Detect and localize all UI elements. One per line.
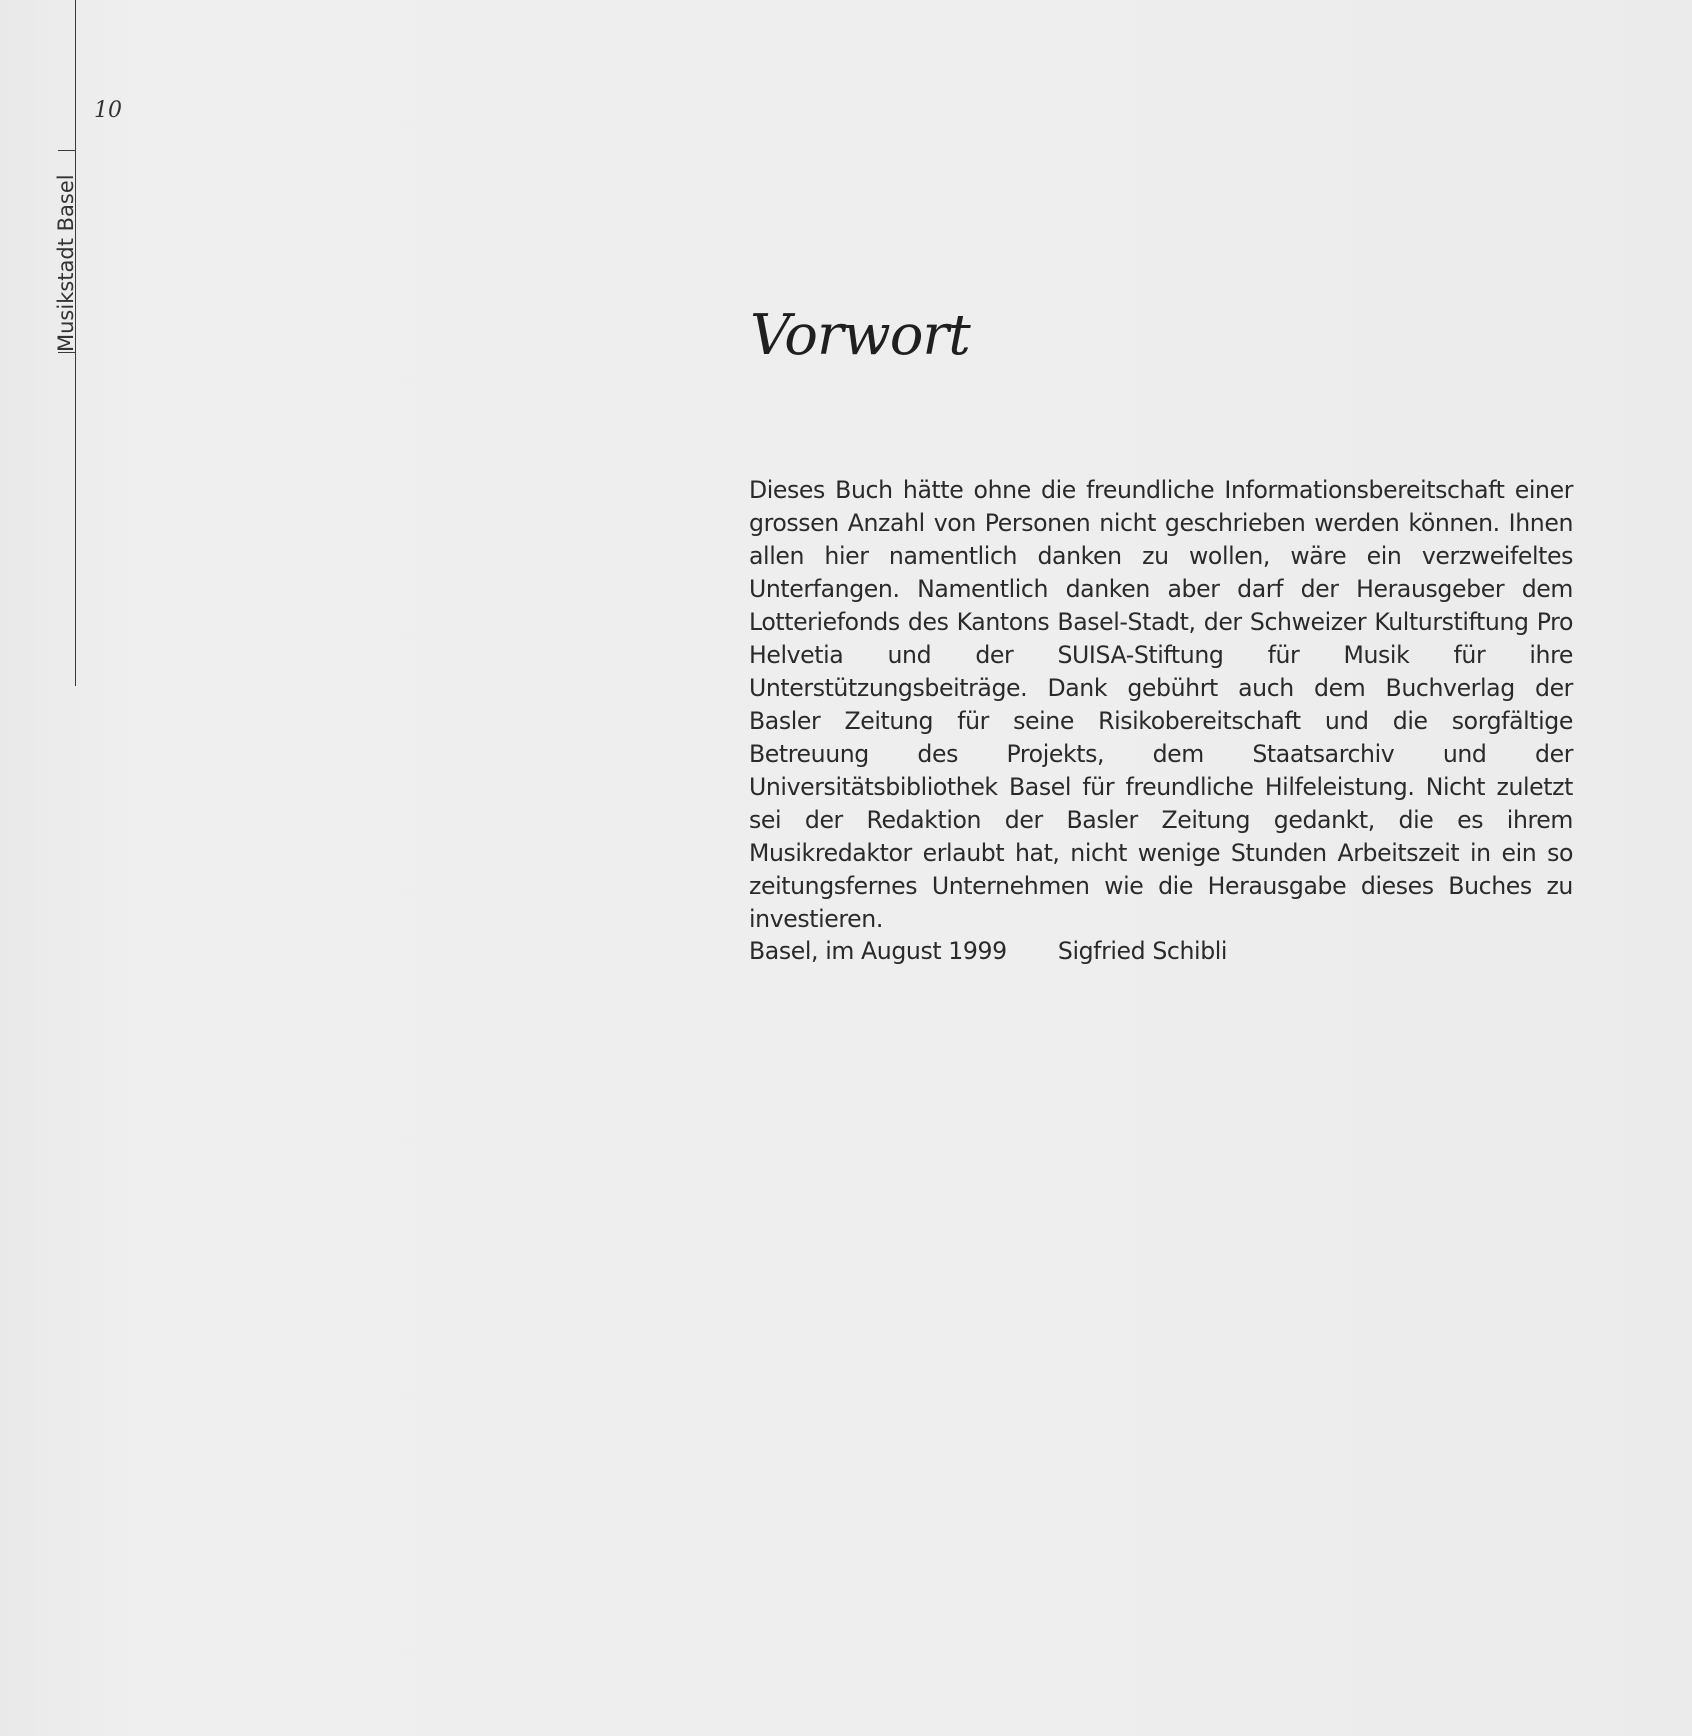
running-head-bottom-rule <box>58 352 76 353</box>
running-head-top-rule <box>58 150 76 151</box>
author-name: Sigfried Schibli <box>1057 937 1228 965</box>
place-date: Basel, im August 1999 <box>749 937 1007 965</box>
page-number: 10 <box>94 98 122 123</box>
running-head: Musikstadt Basel <box>54 174 78 352</box>
signature-line <box>749 937 1227 965</box>
page-title: Vorwort <box>750 303 970 368</box>
preface-body: Dieses Buch hätte ohne die freundliche Informationsbereitschaft einer grossen Anzahl von Personen nicht geschrieben werden können. Ihnen allen hier namentlich danken zu wollen, wäre ein verzweifeltes Unterfangen. Namentlich danken aber darf der Herausgeber dem Lotteriefonds des Kantons Basel-Stadt, der Schweizer Kulturstiftung Pro Helvetia und der SUISA-Stiftung für Musik für ihre Unterstützungsbeiträge. Dank gebührt auch dem Buchverlag der Basler Zeitung für seine Risikobereitschaft und die sorgfältige Betreuung des Projekts, dem Staatsarchiv und der Universitätsbibliothek Basel für freundliche Hilfeleistung. Nicht zuletzt sei der Redaktion der Basler Zeitung gedankt, die es ihrem Musikredaktor erlaubt hat, nicht wenige Stunden Arbeitszeit in ein so zeitungsfernes Unternehmen wie die Herausgabe dieses Buches zu investieren. <box>749 476 1573 933</box>
